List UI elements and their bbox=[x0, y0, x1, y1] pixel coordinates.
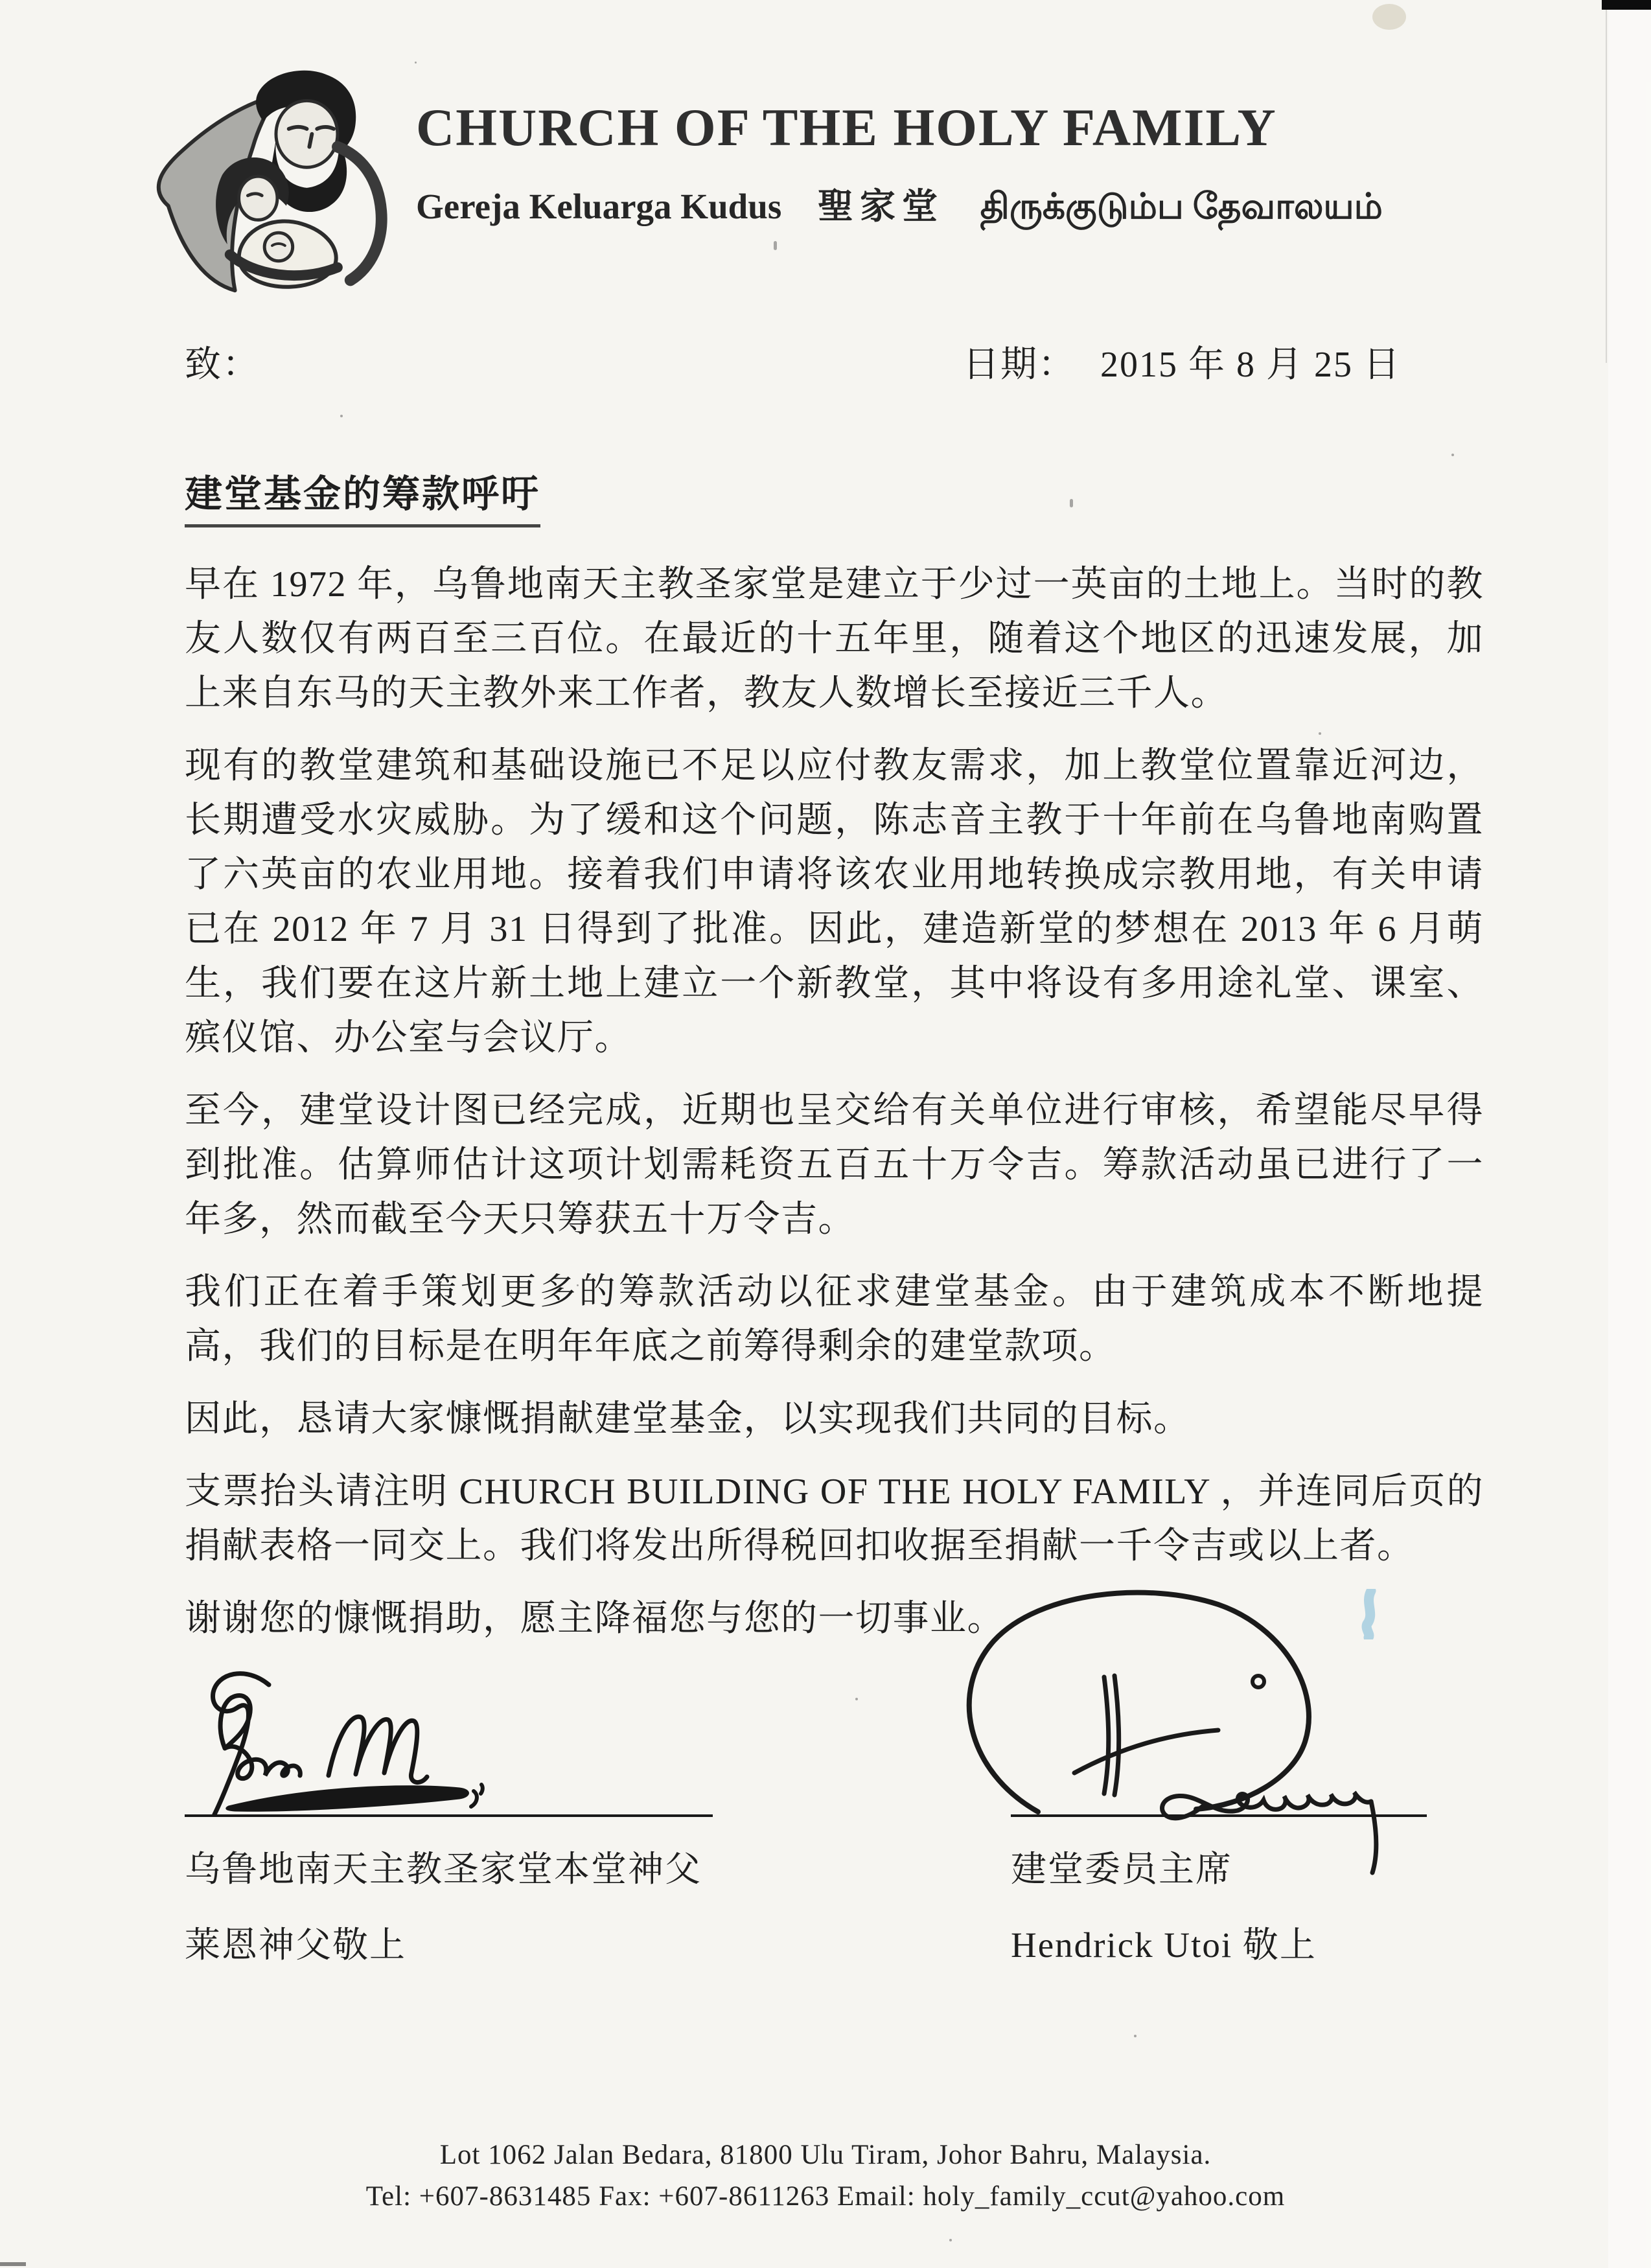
to-label: 致： bbox=[185, 345, 260, 385]
signature-left-role: 乌鲁地南天主教圣家堂本堂神父 bbox=[185, 1849, 702, 1889]
date-line bbox=[963, 341, 1401, 388]
speckle bbox=[577, 1284, 579, 1286]
speckle bbox=[415, 62, 417, 64]
letter-body bbox=[185, 327, 1484, 1967]
subtitle-tamil: திருக்குடும்ப தேவாலயம் bbox=[980, 187, 1383, 226]
signature-left-art bbox=[185, 1654, 713, 1814]
footer-contact: Tel: +607-8631485 Fax: +607-8611263 Email: holy_family_ccut@yahoo.com bbox=[365, 2181, 1286, 2212]
speckle bbox=[311, 1866, 313, 1868]
holy-family-logo-icon bbox=[145, 62, 402, 306]
scan-bottom-mark bbox=[0, 2262, 26, 2266]
speckle bbox=[774, 241, 777, 250]
subtitle-chinese: 聖家堂 bbox=[818, 187, 945, 226]
speckle bbox=[340, 415, 343, 417]
signature-right bbox=[1011, 1654, 1427, 1967]
chairman-signature-icon bbox=[941, 1580, 1394, 1878]
signature-section bbox=[185, 1654, 1484, 1967]
scan-edge-strip bbox=[1608, 10, 1651, 2268]
footer bbox=[0, 2135, 1651, 2217]
paragraph-3: 至今，建堂设计图已经完成，近期也呈交给有关单位进行审核，希望能尽早得到批准。估算师估计这项计划需耗资五百五十万令吉。筹款活动虽已进行了一年多，然而截至今天只筹获五十万令吉。 bbox=[185, 1091, 1484, 1240]
paragraph-5: 因此，恳请大家慷慨捐献建堂基金，以实现我们共同的目标。 bbox=[185, 1399, 1191, 1439]
subject-heading: 建堂基金的筹款呼吁 bbox=[185, 463, 540, 527]
speckle bbox=[1134, 2035, 1137, 2037]
speckle bbox=[1070, 499, 1073, 507]
scan-crease-line bbox=[1606, 0, 1607, 363]
speckle bbox=[194, 967, 196, 969]
paragraph-7: 谢谢您的慷慨捐助，愿主降福您与您的一切事业。 bbox=[185, 1599, 1004, 1639]
paragraph-4: 我们正在着手策划更多的筹款活动以征求建堂基金。由于建筑成本不断地提高，我们的目标是在明年年底之前筹得剩余的建堂款项。 bbox=[185, 1272, 1484, 1367]
signature-left bbox=[185, 1654, 713, 1967]
subtitle-malay: Gereja Keluarga Kudus bbox=[416, 187, 782, 226]
church-subtitle bbox=[416, 178, 1485, 232]
date-label: 日期： bbox=[963, 345, 1076, 385]
signature-right-name: Hendrick Utoi 敬上 bbox=[1011, 1925, 1317, 1965]
paragraphs bbox=[185, 557, 1484, 1646]
speckle bbox=[1451, 454, 1454, 456]
paragraph-1: 早在 1972 年，乌鲁地南天主教圣家堂是建立于少过一英亩的土地上。当时的教友人数仅有两百至三百位。在最近的十五年里，随着这个地区的迅速发展，加上来自东马的天主教外来工作者，教友人数增长至接近三千人。 bbox=[185, 564, 1484, 713]
scan-corner-mark bbox=[1602, 0, 1651, 10]
priest-signature-icon bbox=[191, 1651, 593, 1820]
church-title: CHURCH OF THE HOLY FAMILY bbox=[416, 98, 1277, 157]
meta-row bbox=[185, 341, 1484, 388]
scan-smudge bbox=[1372, 4, 1406, 30]
paragraph-2: 现有的教堂建筑和基础设施已不足以应付教友需求，加上教堂位置靠近河边，长期遭受水灾威胁。为了缓和这个问题，陈志音主教于十年前在乌鲁地南购置了六英亩的农业用地。接着我们申请将该农业用地转换成宗教用地，有关申请已在 2012 年 7 月 31 日得到了批准。因此，建造新堂的梦想在 2013 年 6 月萌生，我们要在这片新土地上建立一个新教堂，其中将设有多用途礼堂、课室、殡仪馆、办公室与会议厅。 bbox=[185, 746, 1484, 1058]
subject-heading-wrap bbox=[185, 463, 1484, 527]
speckle bbox=[855, 1698, 858, 1700]
speckle bbox=[1319, 732, 1321, 735]
speckle bbox=[949, 2239, 952, 2241]
paragraph-6: 支票抬头请注明 CHURCH BUILDING OF THE HOLY FAMILY ，并连同后页的捐献表格一同交上。我们将发出所得税回扣收据至捐献一千令吉或以上者。 bbox=[185, 1472, 1484, 1566]
date-value: 2015 年 8 月 25 日 bbox=[1100, 345, 1401, 385]
signature-right-role: 建堂委员主席 bbox=[1011, 1849, 1233, 1889]
footer-address: Lot 1062 Jalan Bedara, 81800 Ulu Tiram, Johor Bahru, Malaysia. bbox=[439, 2140, 1212, 2170]
signature-left-name: 莱恩神父敬上 bbox=[185, 1925, 407, 1965]
signature-right-art bbox=[1011, 1654, 1427, 1814]
letterhead bbox=[416, 97, 1485, 232]
